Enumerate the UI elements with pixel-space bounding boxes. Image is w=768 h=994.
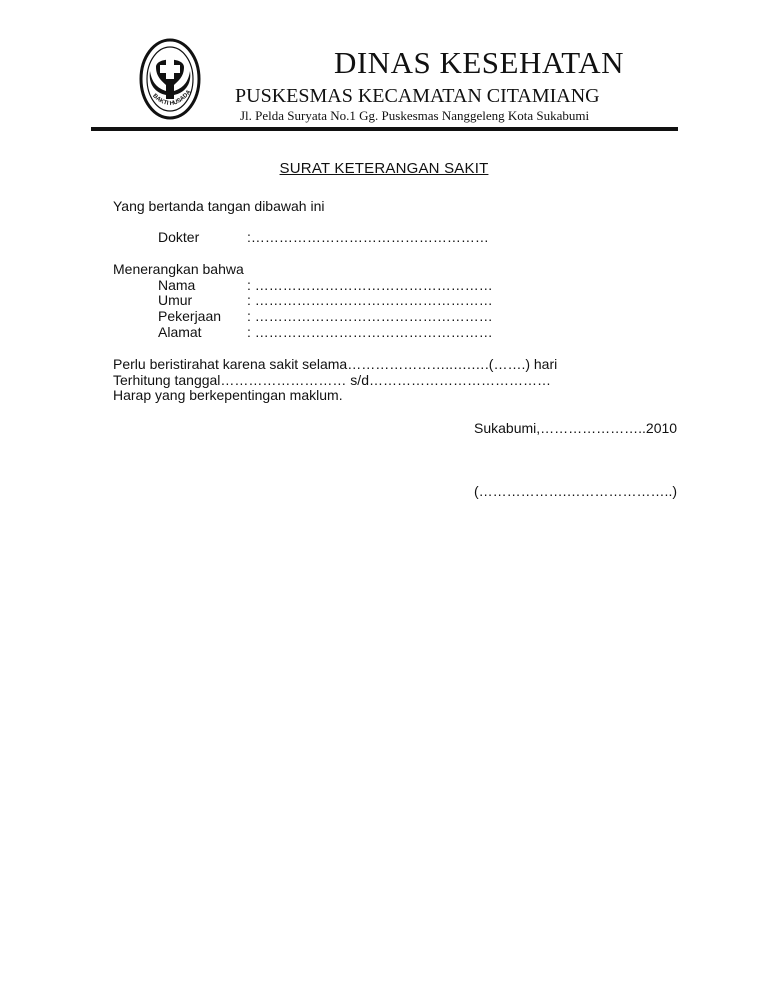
field-value-pekerjaan: : …………………………………………… (247, 308, 493, 324)
agency-subtitle: PUSKESMAS KECAMATAN CITAMIANG (235, 85, 600, 107)
intro-text: Yang bertanda tangan dibawah ini (113, 198, 325, 214)
field-value-nama: : …………………………………………… (247, 277, 493, 293)
date-range-line: Terhitung tanggal……………………… s/d………………………………… (113, 372, 551, 388)
closing-text: Harap yang berkepentingan maklum. (113, 387, 343, 403)
field-label-umur: Umur (158, 292, 193, 308)
agency-title: DINAS KESEHATAN (333, 45, 625, 80)
bakti-husada-logo (138, 37, 202, 121)
place-date: Sukabumi,…………………..2010 (474, 420, 678, 436)
field-value-umur: : …………………………………………… (247, 292, 493, 308)
field-label-pekerjaan: Pekerjaan (158, 308, 222, 324)
document-title: SURAT KETERANGAN SAKIT (279, 160, 489, 177)
explains-text: Menerangkan bahwa (113, 261, 244, 277)
svg-text:BAKTI HUSADA: BAKTI HUSADA (151, 89, 193, 108)
doctor-label: Dokter (158, 229, 200, 245)
rest-duration-line: Perlu beristirahat karena sakit selama…………………..….….(…….) hari (113, 356, 558, 372)
signature-line: (……………….…………………..) (474, 483, 677, 499)
field-label-alamat: Alamat (158, 324, 202, 340)
field-value-alamat: : …………………………………………… (247, 324, 493, 340)
doctor-value: :…………………………………………… (247, 229, 489, 245)
agency-address: Jl. Pelda Suryata No.1 Gg. Puskesmas Nanggeleng Kota Sukabumi (240, 108, 590, 123)
letterhead-divider (91, 127, 678, 131)
field-label-nama: Nama (158, 277, 196, 293)
